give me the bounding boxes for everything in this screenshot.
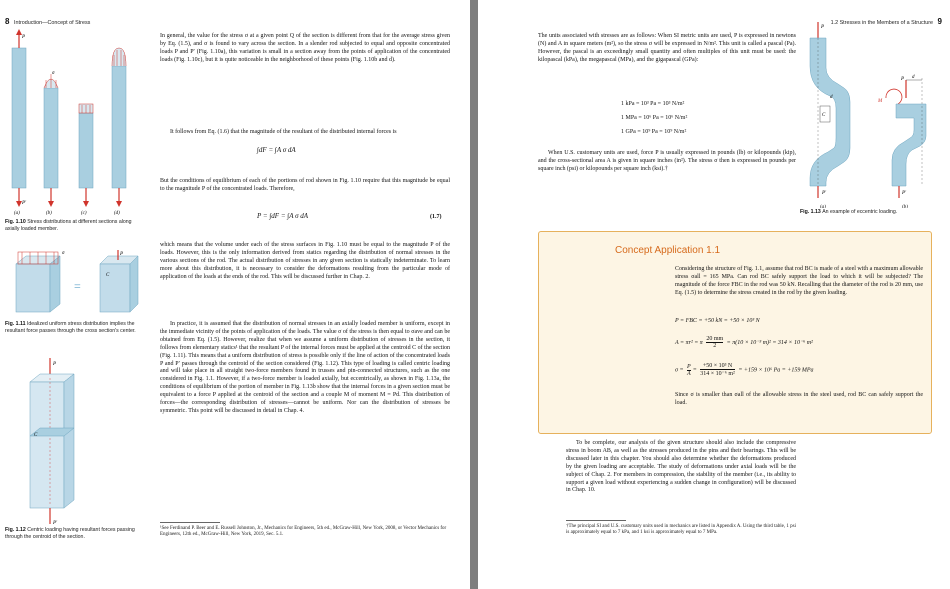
- running-head-title: 1.2 Stresses in the Members of a Structure: [830, 20, 934, 26]
- right-body-p3: To be complete, our analysis of the given structure should also include the compressive stress in boom AB, as well as the stresses produced in the pins and their bearings. This will be discussed later in this chapter. You should also determine whether the deformations produced by the given loading are acceptable. The study of deformations under axial loads will be the subject of Chap. 2. For members in compression, the stability of the member (i.e., its ability to support a given load without experiencing a sudden change in configuration) will be discussed in Chap. 10.: [566, 440, 796, 494]
- uniform-stress-block: [16, 251, 65, 312]
- label-P: P: [22, 35, 26, 40]
- svg-text:P′: P′: [53, 521, 58, 526]
- sublabel-b: (b): [902, 205, 908, 208]
- running-head: [5, 17, 90, 26]
- fig-1-12-caption: Fig. 1.12 Centric loading having resultant forces passing through the centroid of the section.: [5, 527, 135, 540]
- fig-1-13-caption: Fig. 1.13 An example of eccentric loading.: [800, 209, 898, 215]
- eccentric-member-b: [877, 75, 926, 208]
- left-body-p5: In practice, it is assumed that the distribution of normal stresses in an axially loaded member is uniform, except in the immediate vicinity of the points of application of the loads. The value σ of the stress is then equal to σave and can be obtained from Eq. (1.5). However, realize that when we assume a uniform distribution of stresses in the section, it follows from elementary statics¹ that the resultant P of the internal forces must be applied at the centroid C of the section (Fig. 1.11). This means that a uniform distribution of stress is possible only if the line of action of the concentrated loads P and P′ passes through the centroid of the section considered (Fig. 1.12). This type of loading is called centric loading and will take place in all straight two-force members found in trusses and pin-connected structures, such as the one considered in Fig. 1.1. However, if a two-force member is loaded axially, but eccentrically, as shown in Fig. 1.13a, the conditions of equilibrium of the portion of member in Fig. 1.13b show that the internal forces in a given section must be equivalent to a force P applied at the centroid of the section and a couple M of moment M = Pd. This distribution of forces—the corresponding distribution of stresses—cannot be uniform. Nor can the distribution of stresses be symmetric. This point will be discussed in detail in Chap. 4.: [160, 321, 450, 414]
- rod-b: [44, 71, 58, 204]
- page-number: 9: [937, 17, 942, 26]
- concept-title: Concept Application 1.1: [615, 245, 721, 256]
- concept-eq-1: P = FBC = +50 kN = +50 × 10³ N: [675, 318, 760, 324]
- rod-d: [112, 48, 126, 204]
- sublabel-b: (b): [46, 211, 52, 216]
- figure-1-10: [4, 28, 144, 218]
- right-body-p2: When U.S. customary units are used, force P is usually expressed in pounds (lb) or kilopounds (kip), and the cross-sectional area A is given in square inches (in²). The stress σ then is expressed in pounds per square inch (psi) or kilopounds per square inch (ksi).†: [538, 150, 796, 172]
- svg-text:d: d: [830, 95, 833, 100]
- figure-1-12: [20, 358, 100, 528]
- unit-gpa: 1 GPa = 10⁹ Pa = 10⁹ N/m²: [621, 129, 687, 135]
- equation-1-7: P = ∫dF = ∫A σ dA: [257, 212, 309, 220]
- svg-text:P: P: [901, 77, 905, 82]
- svg-text:d: d: [912, 75, 915, 80]
- footnote-rule: [160, 522, 220, 523]
- label-sigma: σ: [52, 71, 55, 76]
- concept-body-2: Since σ is smaller than σall of the allowable stress in the steel used, rod BC can safely support the load.: [675, 392, 923, 406]
- svg-text:C: C: [106, 273, 110, 278]
- unit-kpa: 1 kPa = 10³ Pa = 10³ N/m²: [621, 101, 685, 107]
- svg-text:P′: P′: [902, 191, 907, 196]
- footnote-rule: [566, 520, 626, 521]
- right-body-p1: The units associated with stresses are as follows: When SI metric units are used, P is expressed in newtons (N) and A in square meters (m²), so the stress σ will be expressed in N/m². This unit is called a pascal (Pa). However, the pascal is an exceedingly small quantity and often multiples of this unit must be used: the kilopascal (kPa), the megapascal (MPa), and the gigapascal (GPa):: [538, 33, 796, 63]
- equation-a: ∫dF = ∫A σ dA: [257, 146, 296, 154]
- resultant-block: [100, 250, 138, 312]
- right-page: [478, 0, 950, 589]
- concept-eq-3: σ = $\frac{P}{A}$ = $\frac{\text{+50 × 10³ N}}{\text{314 × 10⁻⁶ m²}}$ = +159 × 10⁶ Pa = +159 MPa: [675, 363, 814, 377]
- rod-c: [79, 104, 93, 204]
- right-footnote: †The principal SI and U.S. customary units used in mechanics are listed in Appendix A. Using the third table, 1 psi is approximately equal to 7 kPa, and 1 ksi is approximately equal to 7 MPa.: [566, 524, 796, 536]
- svg-text:C: C: [34, 433, 38, 438]
- svg-text:P: P: [821, 25, 825, 30]
- svg-text:P′: P′: [822, 191, 827, 196]
- left-body-p4: which means that the volume under each of the stress surfaces in Fig. 1.10 must be equal to the magnitude P of the loads. However, this is the only information derived from statics regarding the distribution of normal stresses in the various sections of the rod. The actual distribution of stresses in any given section is statically indeterminate. To learn more about this distribution, it is necessary to consider the deformations resulting from the particular mode of application of the loads at the ends of the rod. This will be discussed further in Chap. 2.: [160, 242, 450, 280]
- sublabel-a: (a): [14, 211, 20, 216]
- left-footnote: ¹See Ferdinand P. Beer and E. Russell Johnston, Jr., Mechanics for Engineers, 5th ed., McGraw-Hill, New York, 2008, or Vector Mechanics for Engineers, 12th ed., McGraw-Hill, New York, 2019, Sec. 5.1.: [160, 526, 447, 538]
- figure-1-13: [800, 18, 940, 208]
- left-page: [0, 0, 470, 589]
- svg-text:P: P: [53, 362, 57, 367]
- svg-text:M: M: [878, 99, 883, 104]
- eccentric-member-a: [810, 22, 850, 208]
- left-body-p2: It follows from Eq. (1.6) that the magnitude of the resultant of the distributed internal forces is: [170, 129, 397, 135]
- svg-text:P: P: [120, 252, 124, 257]
- sublabel-c: (c): [81, 211, 87, 216]
- running-head-title: Introduction—Concept of Stress: [13, 20, 91, 26]
- equals-sign: =: [74, 279, 81, 293]
- left-body-p1: In general, the value for the stress σ at a given point Q of the section is different from that for the average stress given by Eq. (1.5), and σ is found to vary across the section. In a slender rod subjected to equal and opposite concentrated loads P and P′ (Fig. 1.10a), this variation is small in a section away from the points of application of the concentrated loads (Fig. 1.10c), but it is quite noticeable in the neighborhood of these points (Fig. 1.10b and d).: [160, 33, 450, 63]
- concept-body-1: Considering the structure of Fig. 1.1, assume that rod BC is made of a steel with a maximum allowable stress σall = 165 MPa. Can rod BC safely support the load to which it will be subjected? The magnitude of the force FBC in the rod was 50 kN. Recalling that the diameter of the rod is 20 mm, use Eq. (1.5) to determine the stress created in the rod by the given loading.: [675, 266, 923, 296]
- unit-mpa: 1 MPa = 10⁶ Pa = 10⁶ N/m²: [621, 115, 688, 121]
- fig-1-11-caption: Fig. 1.11 Idealized uniform stress distribution implies the resultant force passes through the cross section's center.: [5, 321, 136, 334]
- concept-eq-2: A = πr² = π $\frac{20 mm}{2}$ = π(10 × 10⁻³ m)² = 314 × 10⁻⁶ m²: [675, 336, 813, 349]
- svg-text:C: C: [822, 113, 826, 118]
- rod-a: [12, 32, 27, 206]
- equation-number: (1.7): [430, 214, 442, 220]
- left-body-p3: But the conditions of equilibrium of each of the portions of rod shown in Fig. 1.10 require that this magnitude be equal to the magnitude P of the concentrated loads. Therefore,: [160, 178, 450, 192]
- figure-1-11: [10, 250, 145, 320]
- fig-1-10-caption: Fig. 1.10 Stress distributions at different sections along axially loaded member.: [5, 219, 132, 232]
- label-P-prime: P′: [22, 201, 27, 206]
- svg-text:σ: σ: [62, 251, 65, 256]
- sublabel-d: (d): [114, 211, 120, 216]
- sublabel-a: (a): [820, 205, 826, 208]
- page-number: 8: [5, 17, 10, 26]
